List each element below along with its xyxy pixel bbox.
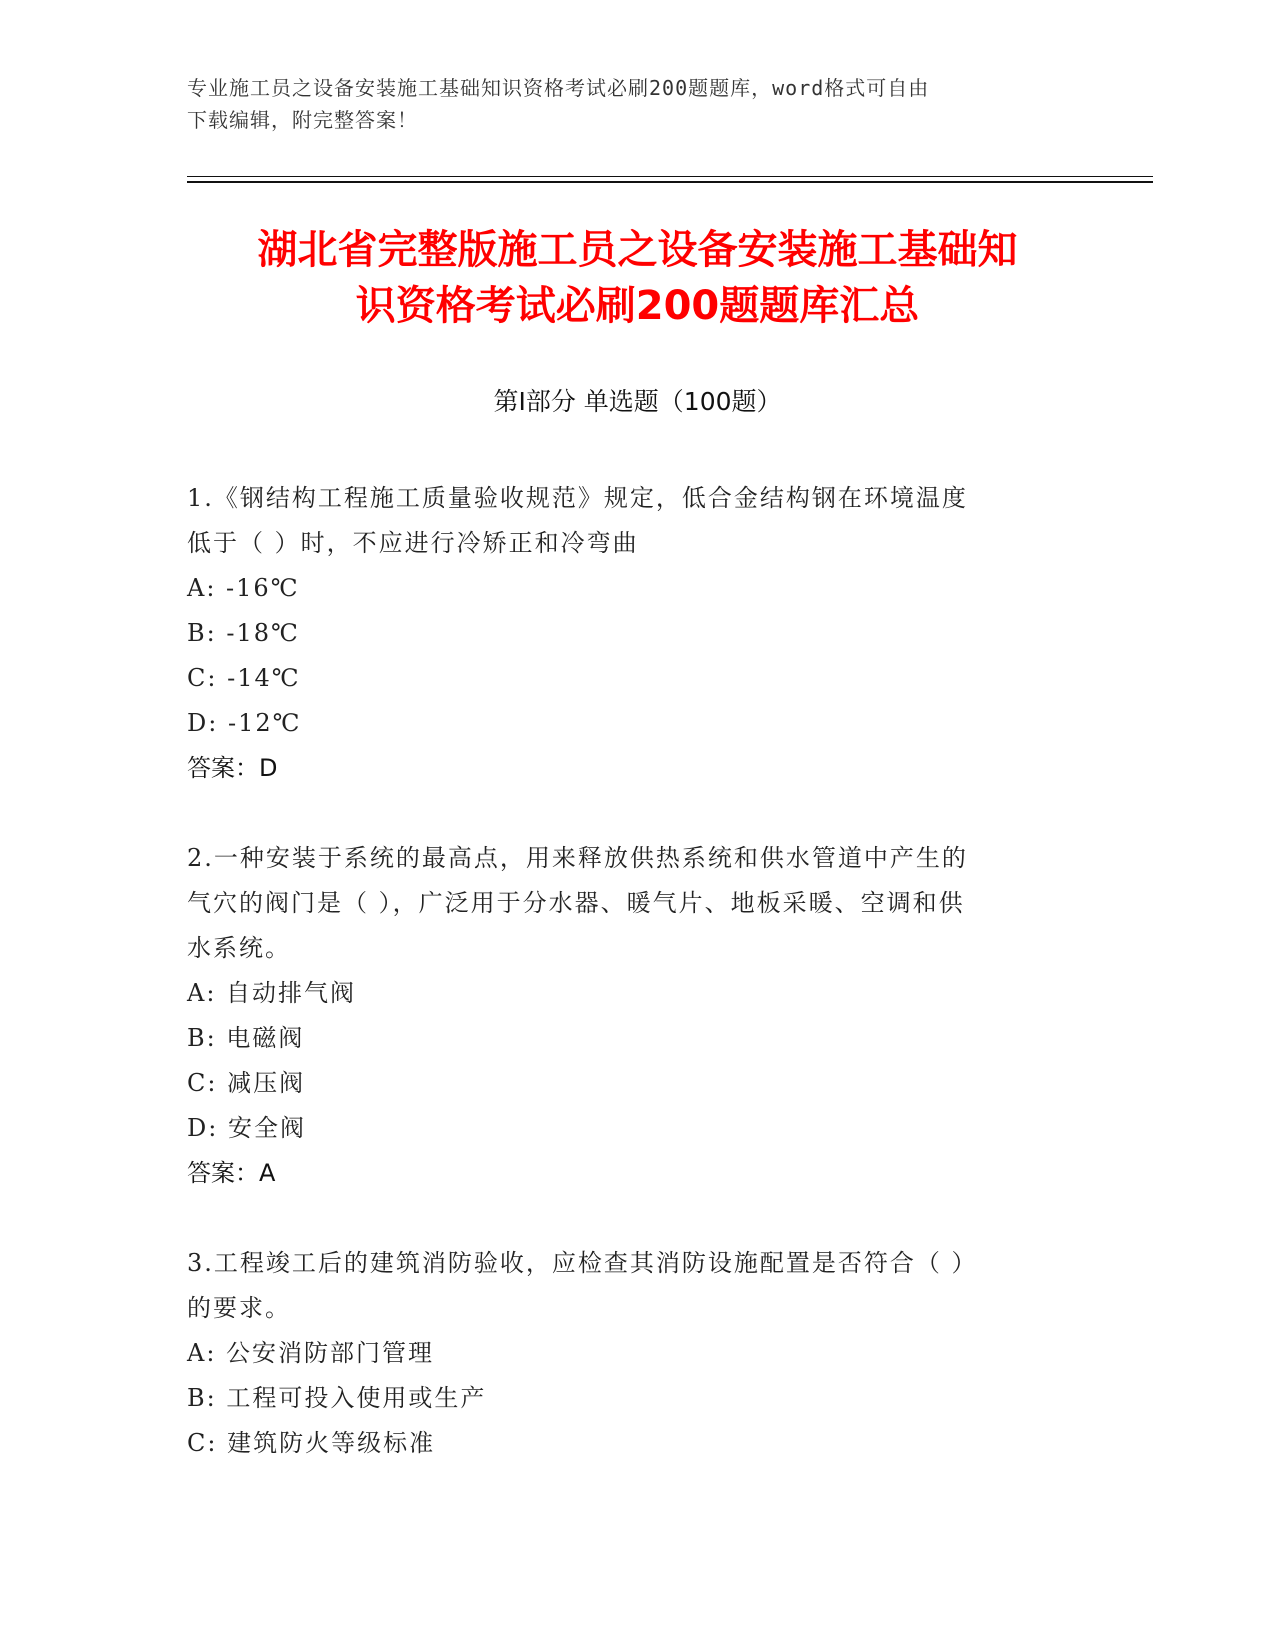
question-1-option-c: C: -14℃ — [187, 664, 301, 692]
question-2-option-a: A: 自动排气阀 — [187, 979, 357, 1007]
document-title-line-2: 识资格考试必刷200题题库汇总 — [355, 283, 920, 329]
header-note — [187, 72, 1067, 136]
document-title-line-1: 湖北省完整版施工员之设备安装施工基础知 — [257, 227, 1018, 273]
question-2-answer: 答案：A — [187, 1159, 276, 1187]
question-3 — [187, 1241, 1067, 1466]
question-1-stem-line-1: 1.《钢结构工程施工质量验收规范》规定，低合金结构钢在环境温度 — [187, 484, 968, 512]
question-1 — [187, 476, 1067, 791]
question-2-option-c: C: 减压阀 — [187, 1069, 306, 1097]
question-1-stem-line-2: 低于（ ）时，不应进行冷矫正和冷弯曲 — [187, 529, 639, 557]
header-note-line-2: 下载编辑，附完整答案！ — [187, 108, 418, 132]
section-heading: 第Ⅰ部分 单选题（100题） — [493, 387, 782, 416]
question-3-stem-line-2: 的要求。 — [187, 1294, 291, 1322]
header-divider-thick — [187, 181, 1153, 183]
question-1-option-b: B: -18℃ — [187, 619, 300, 647]
question-1-answer: 答案：D — [187, 754, 278, 782]
header-divider-thin — [187, 176, 1153, 177]
question-3-option-a: A: 公安消防部门管理 — [187, 1339, 435, 1367]
question-3-option-b: B: 工程可投入使用或生产 — [187, 1384, 487, 1412]
question-2-stem-line-3: 水系统。 — [187, 934, 291, 962]
question-1-option-d: D: -12℃ — [187, 709, 302, 737]
question-2-option-b: B: 电磁阀 — [187, 1024, 305, 1052]
question-2-stem-line-2: 气穴的阀门是（ ），广泛用于分水器、暖气片、地板采暖、空调和供 — [187, 889, 965, 917]
document-title — [150, 222, 1125, 334]
question-list — [187, 476, 1067, 1511]
question-3-option-c: C: 建筑防火等级标准 — [187, 1429, 436, 1457]
question-3-stem-line-1: 3.工程竣工后的建筑消防验收，应检查其消防设施配置是否符合（ ） — [187, 1249, 978, 1277]
question-2-stem-line-1: 2.一种安装于系统的最高点，用来释放供热系统和供水管道中产生的 — [187, 844, 968, 872]
question-2-option-d: D: 安全阀 — [187, 1114, 306, 1142]
header-note-line-1: 专业施工员之设备安装施工基础知识资格考试必刷200题题库，word格式可自由 — [187, 76, 930, 100]
question-2 — [187, 836, 1067, 1196]
question-1-option-a: A: -16℃ — [187, 574, 300, 602]
